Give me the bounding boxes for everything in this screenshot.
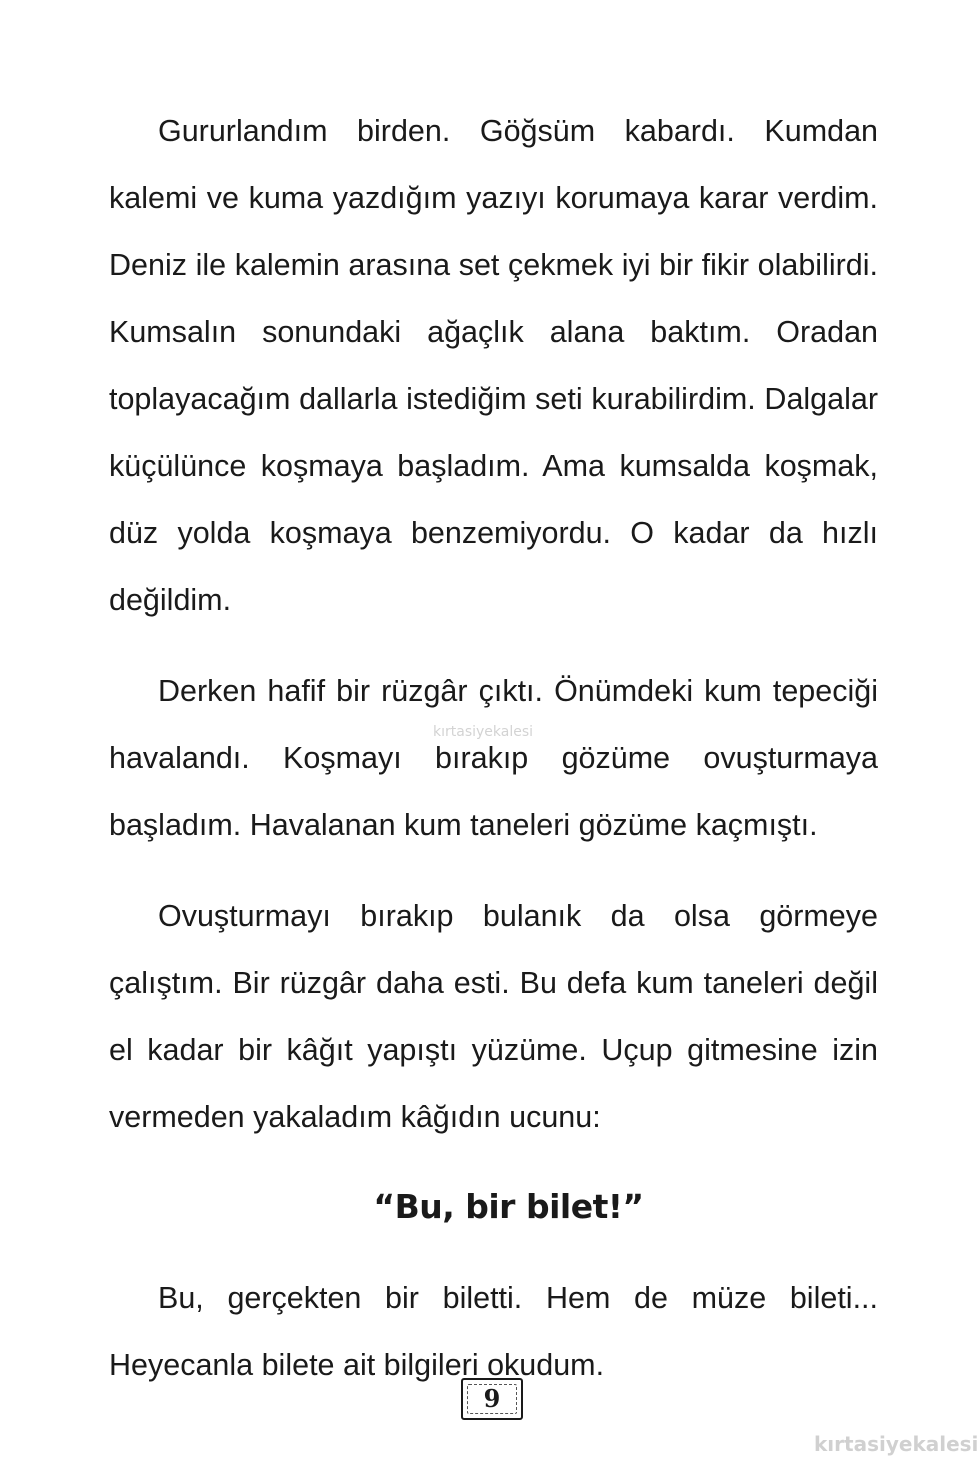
paragraph-2: Derken hafif bir rüzgâr çıktı. Önümdeki kum tepeciği havalandı. Koşmayı bırakıp gözüme ovuşturmaya başladım. Havalanan kum taneleri gözüme kaçmıştı.: [109, 674, 878, 842]
paragraph-3: Ovuşturmayı bırakıp bulanık da olsa görmeye çalıştım. Bir rüzgâr daha esti. Bu defa kum taneleri değil el kadar bir kâğıt yapıştı yüzüme. Uçup gitmesine izin vermeden yakaladım kâğıdın ucunu:: [109, 899, 878, 1134]
paragraph-1: Gururlandım birden. Göğsüm kabardı. Kumdan kalemi ve kuma yazdığım yazıyı korumaya karar verdim. Deniz ile kalemin arasına set çekmek iyi bir fikir olabilirdi. Kumsalın sonundaki ağaçlık alana baktım. Oradan toplayacağım dallarla istediğim seti kurabilirdim. Dalgalar küçülünce koşmaya başladım. Ama kumsalda koşmak, düz yolda koşmaya benzemiyordu. O kadar da hızlı değildim.: [109, 114, 878, 617]
page-number: 9: [483, 1384, 501, 1413]
watermark-corner: kırtasiyekalesi: [814, 1432, 979, 1456]
page-number-frame: [461, 1378, 523, 1420]
ticket-heading: “Bu, bir bilet!”: [373, 1187, 644, 1226]
paragraph-4: Bu, gerçekten bir biletti. Hem de müze bileti... Heyecanla bilete ait bilgileri okudum.: [109, 1281, 878, 1382]
page-body: [109, 98, 878, 1399]
watermark-center: kırtasiyekalesi: [433, 724, 534, 740]
